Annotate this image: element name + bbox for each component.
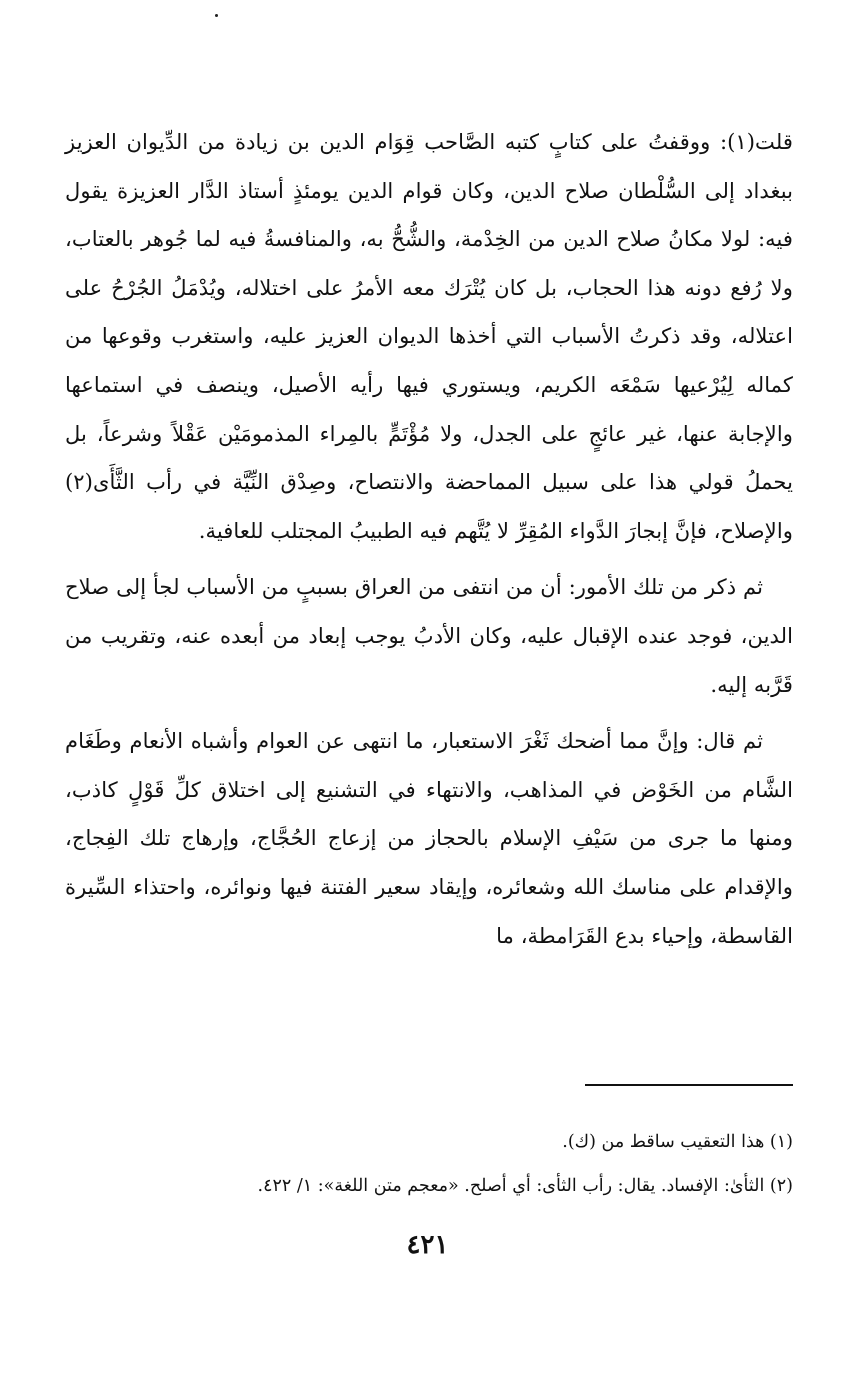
footnote-1: (١) هذا التعقيب ساقط من (ك).: [562, 1132, 793, 1152]
paragraph-2: ثم ذكر من تلك الأمور: أن من انتفى من العراق بسببٍ من الأسباب لجأ إلى صلاح الدين، فوجد عنده الإقبال عليه، وكان الأدبُ يوجب إبعاد من أبعده عنه، وتقريب من قَرَّبه إليه.: [65, 574, 793, 697]
footnotes: [65, 1120, 793, 1208]
ink-speck: [215, 14, 218, 17]
page-number: ٤٢١: [406, 1230, 449, 1260]
footnote-divider: [585, 1084, 793, 1086]
paragraph-1: قلت(١): ووقفتُ على كتابٍ كتبه الصَّاحب قِوَام الدين بن زيادة من الدِّيوان العزيز ببغداد إلى السُّلْطان صلاح الدين، وكان قوام الدين يومئذٍ أستاذ الدَّار العزيزة يقول فيه: لولا مكانُ صلاح الدين من الخِدْمة، والشُّحُّ به، والمنافسةُ فيه لما جُوهر بالعتاب، ولا رُفع دونه هذا الحجاب، بل كان يُتْرَك معه الأمرُ على اختلاله، ويُدْمَلُ الجُرْحُ على اعتلاله، وقد ذكرتُ الأسباب التي أخذها الديوان العزيز عليه، واستغرب وقوعها من كماله لِيُرْعيها سَمْعَه الكريم، ويستوري فيها رأيه الأصيل، وينصف في استماعها والإجابة عنها، غير عائجٍ على الجدل، ولا مُؤْتَمٍّ بالمِراء المذمومَيْن عَقْلاً وشرعاً، بل يحملُ قولي هذا على سبيل المماحضة والانتصاح، وصِدْق النِّيَّة في رأب الثَّأَى(٢) والإصلاح، فإنَّ إبجارَ الدَّواء المُقِرِّ لا يُتَّهم فيه الطبيبُ المجتلب للعافية.: [65, 129, 793, 543]
main-text: [65, 118, 793, 968]
footnote-2: (٢) الثأىٰ: الإفساد. يقال: رأب الثأى: أي أصلح. «معجم متن اللغة»: ١/ ٤٢٢.: [257, 1176, 793, 1196]
paragraph-3: ثم قال: وإنَّ مما أضحك ثَغْرَ الاستعبار، ما انتهى عن العوام وأشباه الأنعام وطَغَام الشَّام من الخَوْض في المذاهب، والانتهاء في التشنيع إلى اختلاق كلِّ قَوْلٍ كاذب، ومنها ما جرى من سَيْفِ الإسلام بالحجاز من إزعاج الحُجَّاج، وإرهاج تلك الفِجاج، والإقدام على مناسك الله وشعائره، وإيقاد سعير الفتنة فيها ونوائره، واحتذاء السِّيرة القاسطة، وإحياء بدع القَرَامطة، ما: [65, 728, 793, 948]
